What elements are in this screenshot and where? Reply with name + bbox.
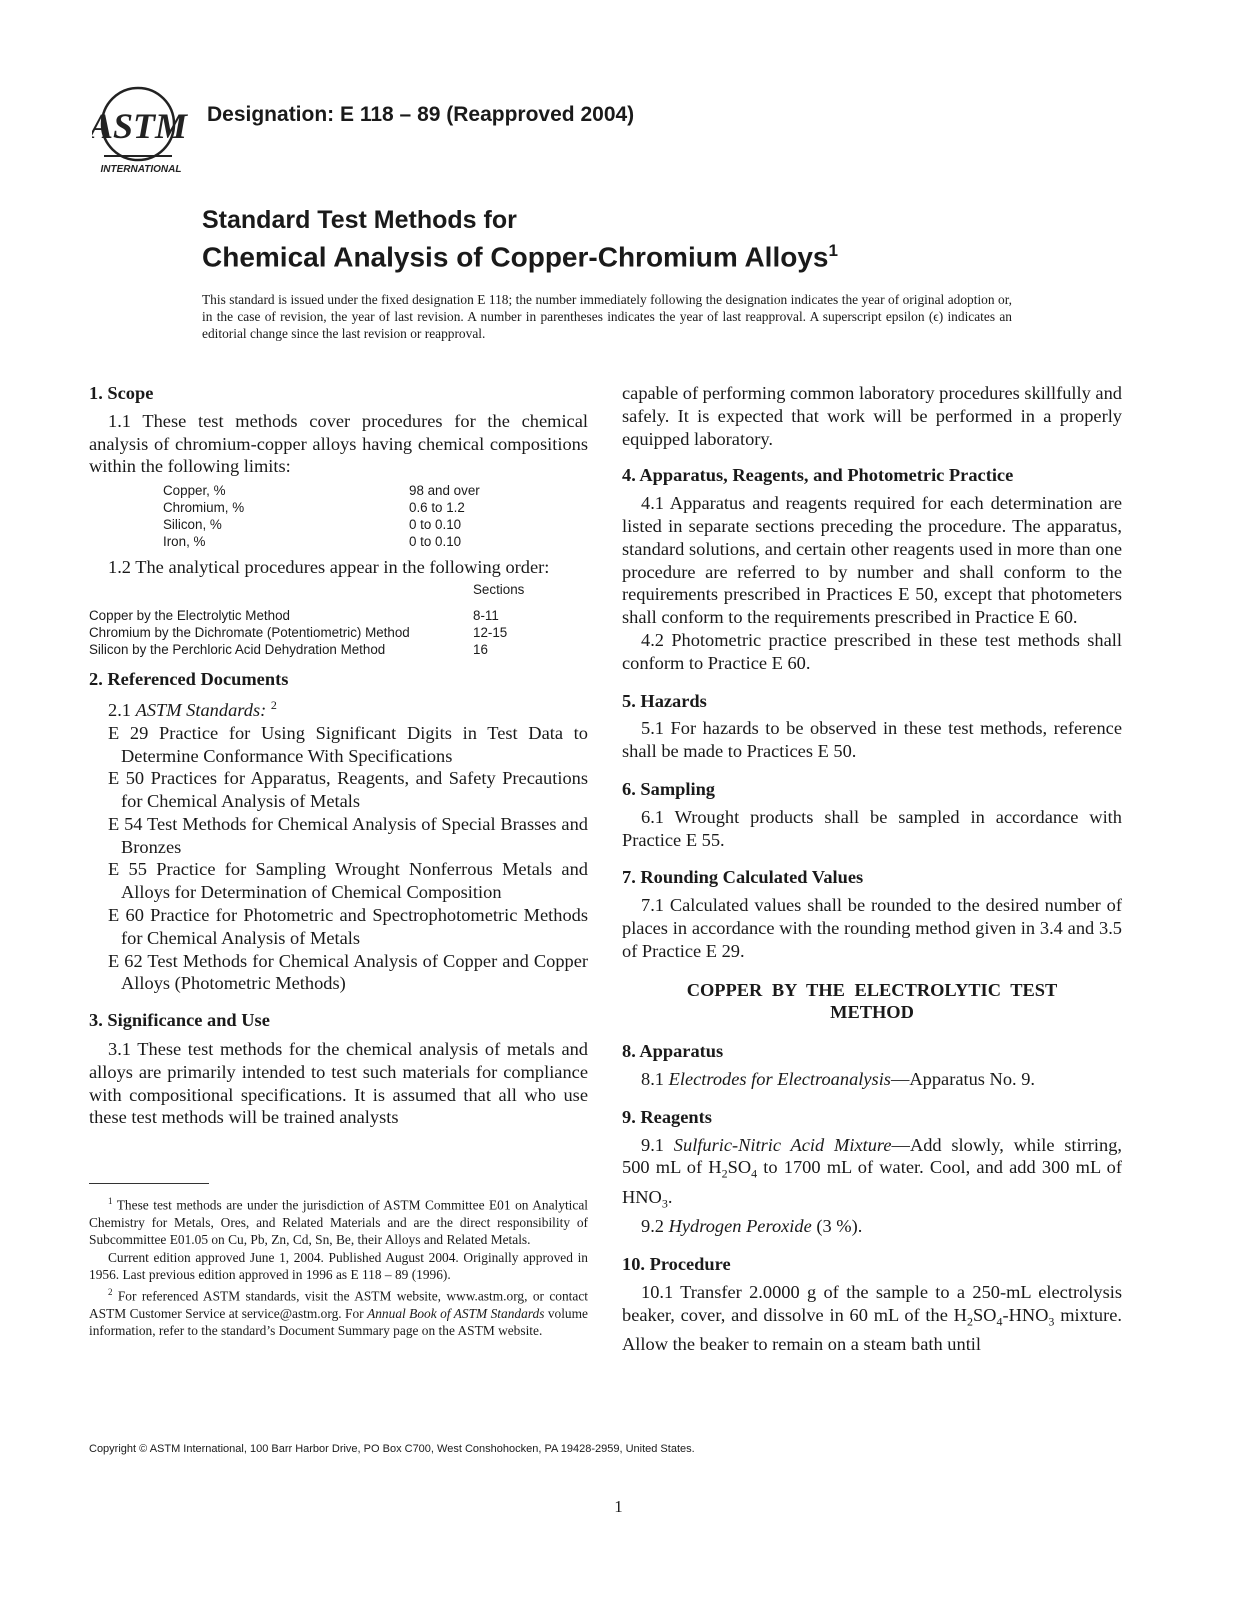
- section-referenced-heading: 2. Referenced Documents: [89, 668, 289, 689]
- footnote-divider: [89, 1183, 209, 1184]
- right-column: [622, 382, 1122, 1356]
- section-hazards-heading: 5. Hazards: [622, 690, 707, 711]
- footnote-1-continued: Current edition approved June 1, 2004. Published August 2004. Originally approved in 1956. Last previous edition approved in 1996 as E 118 – 89 (1996).: [89, 1249, 588, 1283]
- para-number: 9.2: [641, 1216, 664, 1237]
- subscript: 3: [661, 1196, 668, 1211]
- footnote-mark: 1: [108, 1196, 113, 1206]
- composition-limit-row: [163, 482, 480, 499]
- para-italic-term: Hydrogen Peroxide: [668, 1216, 812, 1237]
- logo-subtext: INTERNATIONAL: [100, 164, 182, 175]
- left-column: [89, 382, 588, 1129]
- procedure-row: [89, 607, 588, 624]
- section-sampling-heading: 6. Sampling: [622, 778, 716, 799]
- referenced-document-item: E 54 Test Methods for Chemical Analysis of Special Brasses and Bronzes: [108, 813, 588, 857]
- apparatus-reagents-paragraph-1: 4.1 Apparatus and reagents required for each determination are listed in separate sections preceding the procedure. The apparatus, standard solutions, and certain other reagents used in more than one procedure are referred to by number and shall conform to the requirements prescribed in Practices E 50, except that photometers shall conform to the requirements prescribed in Practice E 60.: [622, 493, 1122, 628]
- footnote-mark: 2: [108, 1286, 113, 1297]
- astm-logo: [92, 84, 190, 176]
- para-italic-term: Electrodes for Electroanalysis: [668, 1068, 891, 1089]
- composition-limit-row: [163, 533, 480, 550]
- page-number: 1: [614, 1497, 623, 1516]
- para-text: SO: [972, 1304, 997, 1325]
- reagents-paragraph-1: [622, 1134, 1122, 1216]
- para-text: -HNO: [1002, 1304, 1049, 1325]
- footnote-2: [89, 1284, 588, 1340]
- hazards-paragraph: 5.1 For hazards to be observed in these test methods, reference shall be made to Practices E 50.: [622, 718, 1122, 762]
- designation: Designation: E 118 – 89 (Reapproved 2004): [207, 103, 635, 126]
- section-apparatus-heading: 8. Apparatus: [622, 1041, 724, 1062]
- subheading-title: ASTM Standards:: [135, 699, 267, 720]
- para-number: 8.1: [641, 1068, 664, 1089]
- subscript: 2: [966, 1314, 973, 1329]
- element-name: Copper, %: [163, 483, 226, 499]
- footnote-text: volume information, refer to the standard’s Document Summary page on the ASTM website.: [89, 1305, 588, 1339]
- element-name: Silicon, %: [163, 517, 222, 533]
- astm-standards-subheading: [108, 694, 588, 722]
- para-text: mixture. Allow the beaker to remain on a steam bath until: [622, 1304, 1122, 1355]
- referenced-document-item: E 29 Practice for Using Significant Digits in Test Data to Determine Conformance With Specifications: [108, 722, 588, 766]
- element-name: Iron, %: [163, 534, 206, 550]
- subheading-number: 2.1: [108, 699, 131, 720]
- section-procedure-heading: 10. Procedure: [622, 1254, 731, 1275]
- footnote-1: [89, 1193, 588, 1249]
- para-text: —Apparatus No. 9.: [890, 1068, 1036, 1089]
- composition-limits-table: [163, 482, 480, 550]
- referenced-document-item: E 60 Practice for Photometric and Spectrophotometric Methods for Chemical Analysis of Metals: [108, 905, 588, 948]
- significance-paragraph-part-2: capable of performing common laboratory procedures skillfully and safely. It is expected that work will be performed in a properly equipped laboratory.: [622, 383, 1122, 449]
- para-text: .: [667, 1186, 673, 1207]
- title-line-1: Standard Test Methods for: [202, 206, 517, 234]
- para-text: —Add slowly, while stirring, 500 mL of H: [622, 1134, 1122, 1178]
- subheading-footnote-mark: 2: [270, 697, 277, 712]
- para-number: 9.1: [641, 1134, 664, 1155]
- document-title: [202, 206, 838, 273]
- copper-method-heading-line-1: COPPER BY THE ELECTROLYTIC TEST: [686, 979, 1058, 1000]
- section-scope-heading: 1. Scope: [89, 383, 154, 403]
- section-rounding-heading: 7. Rounding Calculated Values: [622, 867, 864, 888]
- element-limit: 0 to 0.10: [409, 534, 462, 550]
- reagents-paragraph-2: [622, 1215, 1122, 1238]
- footnote-italic-title: Annual Book of ASTM Standards: [367, 1305, 545, 1321]
- subscript: 4: [751, 1166, 758, 1181]
- para-text: 10.1 Transfer 2.0000 g of the sample to a 250-mL electrolysis beaker, cover, and dissolve in 60 mL of the H: [622, 1281, 1122, 1325]
- astm-logo-icon: [92, 84, 190, 176]
- procedures-table: [89, 581, 588, 658]
- procedure-row: [89, 641, 588, 658]
- footnotes: [89, 1193, 588, 1340]
- footnote-text: For referenced ASTM standards, visit the ASTM website, www.astm.org, or contact ASTM Customer Service at service@astm.org. For: [89, 1288, 588, 1321]
- procedure-name: Copper by the Electrolytic Method: [89, 607, 290, 623]
- referenced-document-item: E 50 Practices for Apparatus, Reagents, and Safety Precautions for Chemical Analysis of Metals: [108, 768, 588, 812]
- procedure-paragraph: [622, 1281, 1122, 1356]
- copyright-notice: Copyright © ASTM International, 100 Barr Harbor Drive, PO Box C700, West Conshohocken, PA 19428-2959, United States.: [89, 1443, 695, 1455]
- procedure-sections: 16: [473, 641, 488, 657]
- scope-paragraph-2: 1.2 The analytical procedures appear in the following order:: [108, 557, 550, 578]
- sections-column-header: Sections: [473, 581, 525, 597]
- composition-limit-row: [163, 516, 480, 533]
- para-text: (3 %).: [811, 1216, 863, 1237]
- procedure-sections: 8-11: [473, 607, 499, 623]
- referenced-list: [89, 722, 588, 996]
- composition-limit-row: [163, 499, 480, 516]
- element-limit: 0.6 to 1.2: [409, 500, 465, 516]
- rounding-paragraph: 7.1 Calculated values shall be rounded to the desired number of places in accordance with the rounding method given in 3.4 and 3.5 of Practice E 29.: [622, 895, 1122, 961]
- referenced-document-item: E 62 Test Methods for Chemical Analysis of Copper and Copper Alloys (Photometric Methods): [108, 950, 588, 994]
- section-significance-heading: 3. Significance and Use: [89, 1010, 270, 1031]
- sampling-paragraph: 6.1 Wrought products shall be sampled in accordance with Practice E 55.: [622, 806, 1122, 850]
- logo-text: ASTM: [92, 106, 188, 146]
- issuance-notice: This standard is issued under the fixed designation E 118; the number immediately following the designation indicates the year of original adoption or, in the case of revision, the year of last revision. A number in parentheses indicates the year of last reapproval. A superscript epsilon (ϵ) indicates an editorial change since the last revision or reapproval.: [202, 292, 1012, 341]
- title-footnote-mark: 1: [828, 241, 838, 260]
- referenced-document-item: E 55 Practice for Sampling Wrought Nonferrous Metals and Alloys for Determination of Chemical Composition: [108, 859, 588, 903]
- procedure-row: [89, 624, 588, 641]
- subscript: 4: [996, 1314, 1003, 1329]
- para-text: to 1700 mL of water. Cool, and add 300 mL of HNO: [622, 1157, 1122, 1207]
- title-line-2: [202, 235, 838, 273]
- copper-method-heading-line-2: METHOD: [830, 1002, 914, 1023]
- element-limit: 0 to 0.10: [409, 517, 462, 533]
- procedure-sections: 12-15: [473, 624, 508, 640]
- section-reagents-heading: 9. Reagents: [622, 1106, 712, 1127]
- subscript: 3: [1048, 1314, 1055, 1329]
- element-limit: 98 and over: [409, 483, 480, 499]
- para-text: SO: [727, 1157, 752, 1178]
- scope-paragraph-1: 1.1 These test methods cover procedures for the chemical analysis of chromium-copper alloys having chemical compositions within the following limits:: [89, 410, 588, 477]
- copper-method-heading: [622, 979, 1122, 1025]
- subscript: 2: [721, 1166, 728, 1181]
- element-name: Chromium, %: [163, 500, 245, 516]
- apparatus-paragraph: [622, 1068, 1122, 1091]
- para-italic-term: Sulfuric-Nitric Acid Mixture: [673, 1134, 892, 1155]
- procedure-name: Chromium by the Dichromate (Potentiometric) Method: [89, 624, 410, 640]
- section-apparatus-reagents-heading: 4. Apparatus, Reagents, and Photometric Practice: [622, 465, 1014, 486]
- apparatus-reagents-paragraph-2: 4.2 Photometric practice prescribed in these test methods shall conform to Practice E 60.: [622, 629, 1122, 673]
- footnote-text: These test methods are under the jurisdiction of ASTM Committee E01 on Analytical Chemistry for Metals, Ores, and Related Materials and are the direct responsibility of Subcommittee E01.05 on Cu, Pb, Zn, Cd, Sn, Be, their Alloys and Related Metals.: [89, 1197, 588, 1248]
- significance-paragraph-part-1: 3.1 These test methods for the chemical analysis of metals and alloys are primarily intended to test such materials for compliance with compositional specifications. It is assumed that all who use these test methods will be trained analysts: [89, 1039, 588, 1128]
- title-line-2-text: Chemical Analysis of Copper-Chromium Alloys: [202, 241, 829, 273]
- procedure-name: Silicon by the Perchloric Acid Dehydration Method: [89, 641, 386, 657]
